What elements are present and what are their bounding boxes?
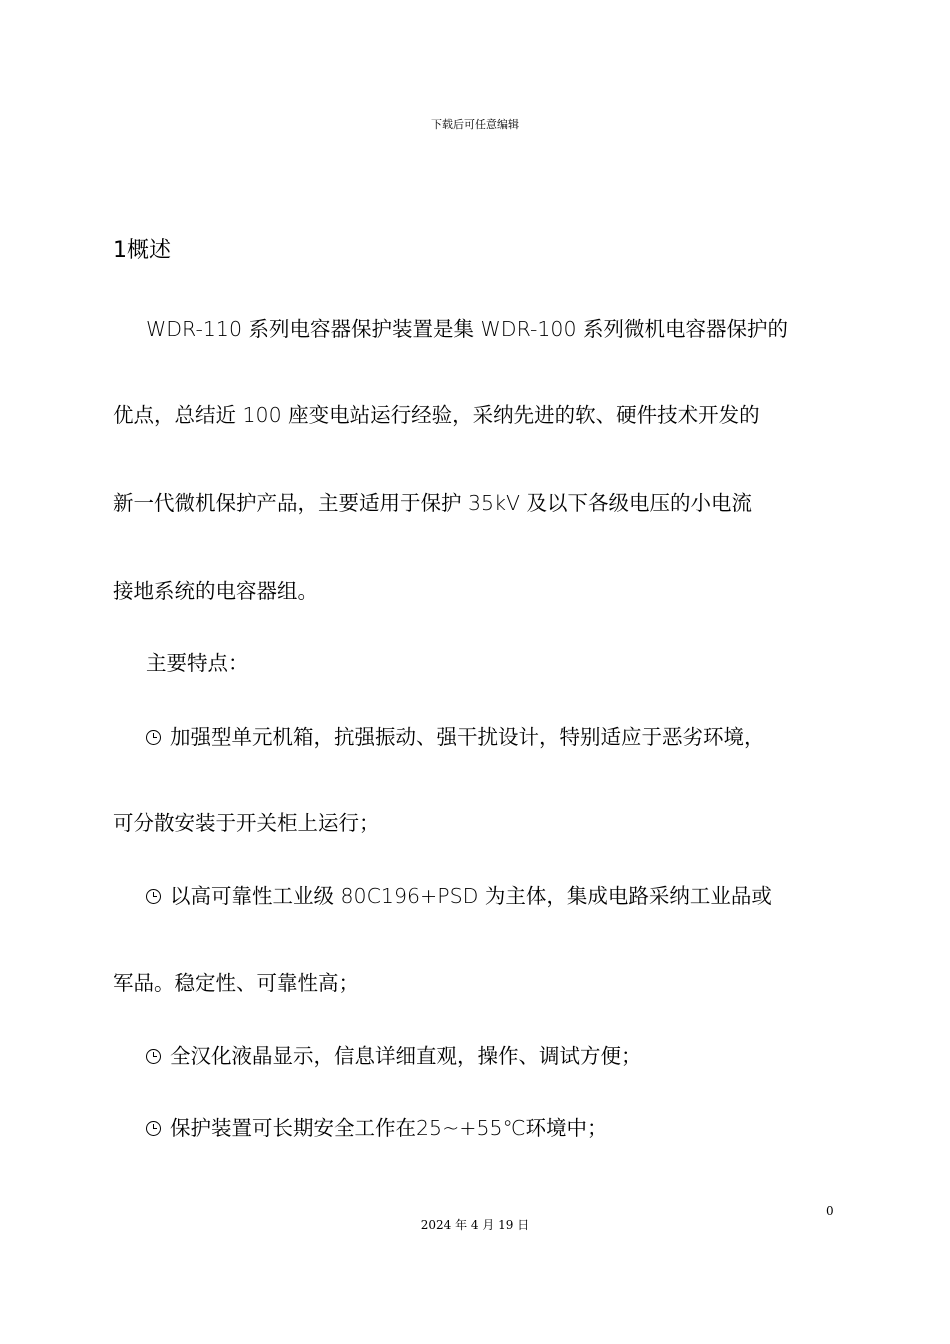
feature-item-continuation: 军品。稳定性、可靠性高； xyxy=(113,971,359,995)
feature-item-text: 加强型单元机箱，抗强振动、强干扰设计，特别适应于恶劣环境， xyxy=(170,725,765,749)
page-number: 0 xyxy=(826,1204,834,1218)
feature-item-continuation: 可分散安装于开关柜上运行； xyxy=(113,811,380,835)
section-title: 1概述 xyxy=(113,238,171,263)
feature-item-text: 以高可靠性工业级 80C196+PSD 为主体，集成电路采纳工业品或 xyxy=(170,884,772,908)
intro-paragraph-line: 接地系统的电容器组。 xyxy=(113,579,318,603)
feature-item xyxy=(146,1041,886,1071)
page-header-note: 下载后可任意编辑 xyxy=(431,118,519,131)
features-heading: 主要特点： xyxy=(146,651,249,675)
feature-item xyxy=(146,1113,886,1143)
clock-icon xyxy=(146,730,161,745)
page-date: 2024 年 4 月 19 日 xyxy=(420,1218,530,1232)
clock-icon xyxy=(146,1121,161,1136)
clock-icon xyxy=(146,1049,161,1064)
clock-icon xyxy=(146,889,161,904)
intro-paragraph-line: 新一代微机保护产品，主要适用于保护 35kV 及以下各级电压的小电流 xyxy=(113,491,753,515)
feature-item-text: 保护装置可长期安全工作在25~+55℃环境中； xyxy=(170,1116,608,1140)
feature-item xyxy=(146,881,886,911)
feature-item xyxy=(146,722,886,752)
feature-item-text: 全汉化液晶显示，信息详细直观，操作、调试方便； xyxy=(170,1044,642,1068)
intro-paragraph-line: 优点，总结近 100 座变电站运行经验，采纳先进的软、硬件技术开发的 xyxy=(113,403,760,427)
intro-paragraph-line: WDR-110 系列电容器保护装置是集 WDR-100 系列微机电容器保护的 xyxy=(146,317,789,341)
